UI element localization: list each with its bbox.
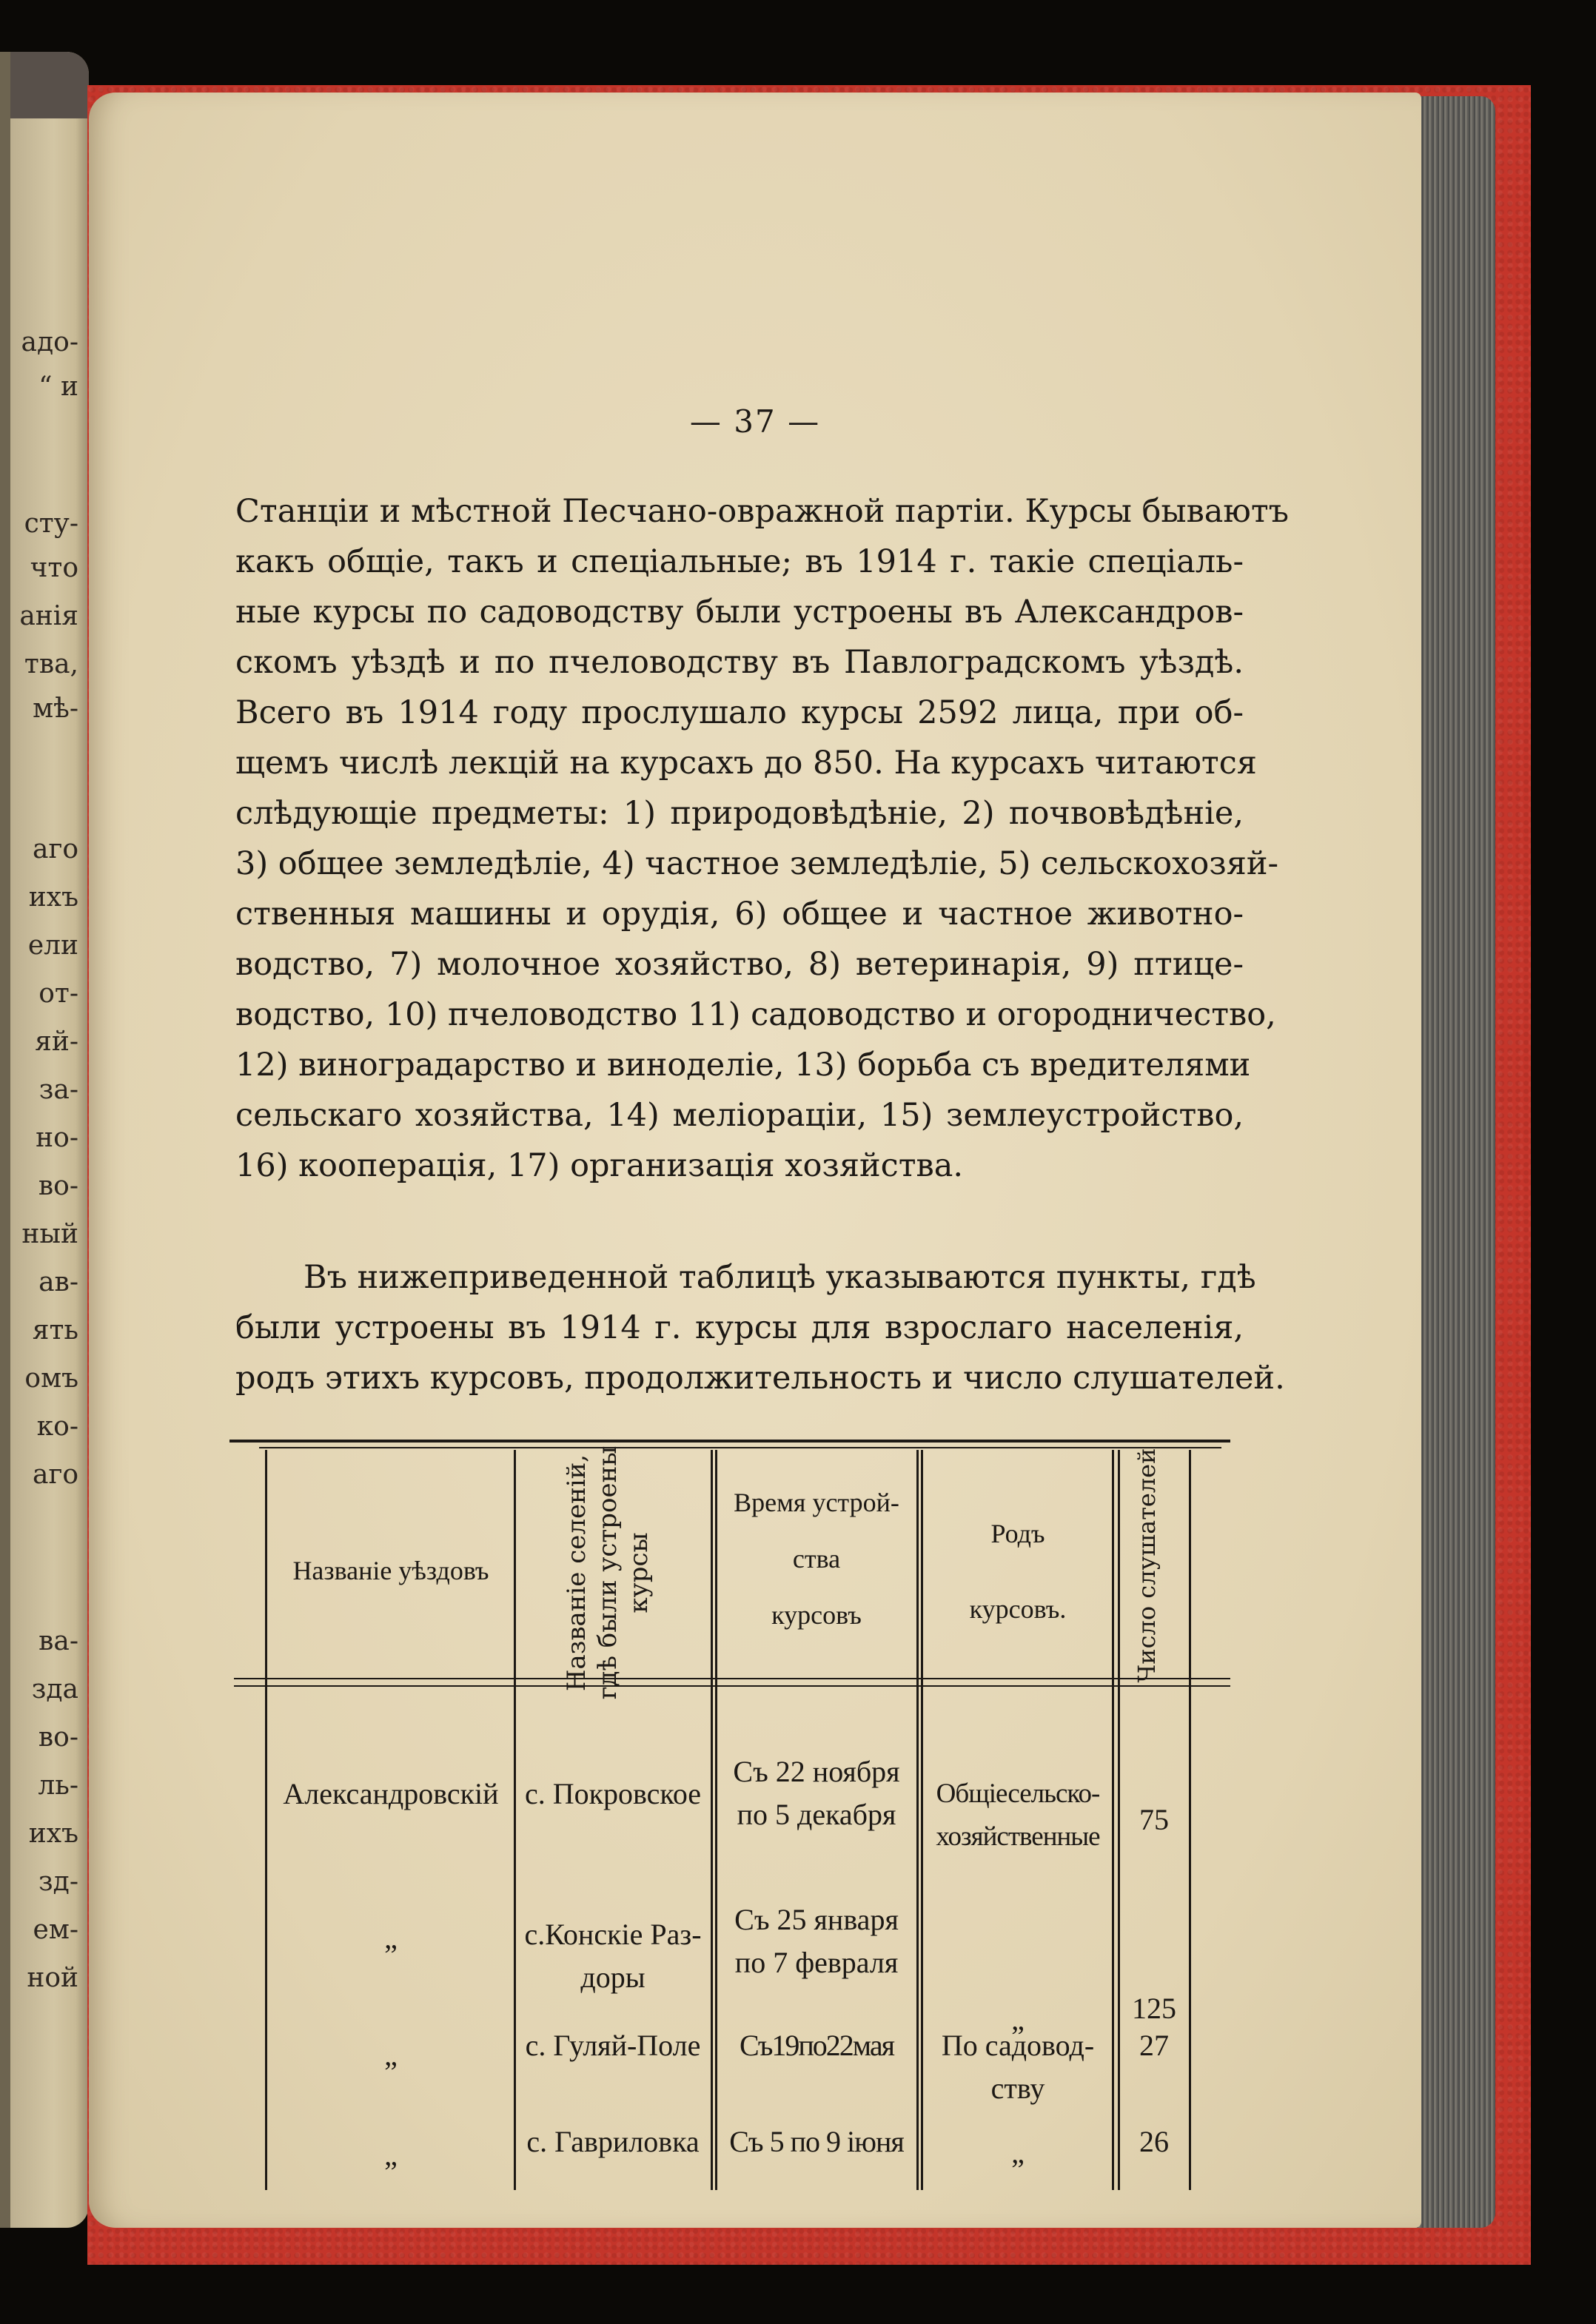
cell-count bbox=[1121, 2024, 1187, 2067]
cell-line: по 7 февраля bbox=[734, 1946, 899, 1979]
cell-line: с. Гуляй-Поле bbox=[525, 2029, 701, 2062]
cell-count bbox=[1121, 1799, 1187, 1841]
header-village-line: курсы bbox=[624, 1532, 654, 1613]
left-page-fragment: во- bbox=[38, 1722, 78, 1753]
text-line: Станціи и мѣстной Песчано-овражной партіи. Курсы бываютъ bbox=[235, 493, 1290, 530]
header-time-line: ства bbox=[792, 1544, 841, 1574]
left-page-leaf bbox=[0, 52, 89, 2228]
text-line: ственныя машины и орудія, 6) общее и частное животно- bbox=[235, 896, 1244, 933]
left-page-fragment: ной bbox=[27, 1963, 78, 1993]
left-page-fragment: омъ bbox=[24, 1363, 78, 1394]
left-page-fragment: за- bbox=[38, 1075, 78, 1105]
left-page-fragment: ели bbox=[27, 930, 78, 961]
cell-line: Съ19по22мая bbox=[740, 2029, 893, 2062]
cell-district bbox=[269, 1917, 512, 1960]
left-page-fragment: яй- bbox=[35, 1027, 78, 1057]
cell-line: Съ 25 января bbox=[734, 1903, 899, 1936]
cell-line: „ bbox=[384, 2038, 398, 2072]
header-rule bbox=[234, 1678, 1230, 1679]
paragraph-2 bbox=[235, 1252, 1285, 1403]
left-page-fragment: ихъ bbox=[28, 1818, 78, 1849]
cell-line: доры bbox=[580, 1961, 646, 1994]
cell-line: ству bbox=[990, 2072, 1045, 2105]
left-page-fragment: зд- bbox=[38, 1867, 78, 1897]
cell-kind bbox=[924, 1773, 1112, 1858]
left-page-fragment: аго bbox=[33, 1460, 78, 1490]
cell-line: Общіесельско- bbox=[936, 1779, 1100, 1809]
left-page-fragment: аго bbox=[33, 834, 78, 864]
cell-line: „ bbox=[384, 1921, 398, 1955]
header-kind-line: Родъ bbox=[990, 1519, 1045, 1548]
left-page-fragment: ва- bbox=[38, 1626, 78, 1656]
left-page-fragment: ем- bbox=[33, 1915, 78, 1945]
cell-line: „ bbox=[384, 2138, 398, 2172]
header-count: Число слушателей bbox=[1133, 1448, 1161, 1683]
left-page-fragment: ко- bbox=[36, 1411, 78, 1442]
text-line: сельскаго хозяйства, 14) меліораціи, 15) землеустройство, bbox=[235, 1097, 1244, 1134]
left-page-fragment: ный bbox=[21, 1219, 78, 1249]
left-page-fragment: от- bbox=[38, 978, 78, 1009]
cell-line: „ bbox=[1011, 2003, 1025, 2036]
text-line: ные курсы по садоводству были устроены въ Александров- bbox=[235, 594, 1244, 631]
cell-line: 27 bbox=[1139, 2029, 1169, 2062]
col-rule bbox=[921, 1450, 923, 2190]
cell-line: хозяйственные bbox=[936, 1821, 1100, 1852]
left-page-fragment: зда bbox=[31, 1674, 78, 1705]
left-page-fragment: мѣ- bbox=[33, 693, 78, 724]
left-page-fragment: ль- bbox=[38, 1770, 78, 1801]
binding-strip bbox=[0, 52, 10, 2228]
cell-village bbox=[517, 1773, 709, 1816]
header-kind bbox=[924, 1514, 1112, 1629]
left-page-fragment: во- bbox=[38, 1171, 78, 1201]
left-page-fragment: тва, bbox=[24, 649, 78, 679]
text-line: 16) кооперація, 17) организація хозяйства. bbox=[235, 1147, 964, 1184]
cell-line: с.Конскіе Раз- bbox=[524, 1918, 702, 1951]
cell-time bbox=[718, 1750, 915, 1836]
cell-line: Съ 5 по 9 іюня bbox=[729, 2125, 904, 2158]
left-page-fragment: анія bbox=[19, 601, 78, 631]
col-rule bbox=[715, 1450, 717, 2190]
header-rule-2 bbox=[234, 1685, 1230, 1687]
cell-village bbox=[517, 2120, 709, 2163]
cell-line: По садовод- bbox=[941, 2029, 1095, 2062]
cell-time bbox=[718, 2024, 915, 2067]
header-time-line: Время устрой- bbox=[734, 1488, 899, 1517]
cell-line: Съ 22 ноября bbox=[733, 1755, 900, 1788]
col-rule bbox=[1112, 1450, 1114, 2190]
col-rule bbox=[1189, 1450, 1191, 2190]
cell-time bbox=[718, 2120, 915, 2163]
text-line: родъ этихъ курсовъ, продолжительность и число слушателей. bbox=[235, 1360, 1285, 1397]
header-time bbox=[718, 1482, 915, 1635]
cell-count bbox=[1121, 2120, 1187, 2163]
col-rule bbox=[1118, 1450, 1120, 2190]
cell-kind bbox=[924, 2024, 1112, 2110]
left-page-fragment: но- bbox=[36, 1123, 78, 1153]
cell-line: 125 bbox=[1132, 1992, 1176, 2025]
text-line: 12) виноградарство и виноделіе, 13) борьба съ вредителями bbox=[235, 1047, 1251, 1084]
cell-time bbox=[718, 1898, 915, 1984]
left-page-fragment: ихъ bbox=[28, 882, 78, 913]
table-top-rule-inner bbox=[259, 1447, 1221, 1448]
col-rule bbox=[916, 1450, 919, 2190]
book-page bbox=[89, 93, 1421, 2228]
cell-line: с. Покровское bbox=[524, 1777, 702, 1810]
text-line: были устроены въ 1914 г. курсы для взрослаго населенія, bbox=[235, 1309, 1244, 1346]
cell-district bbox=[269, 1773, 512, 1816]
cell-district bbox=[269, 2134, 512, 2177]
header-village-line: Названіе селеній, bbox=[562, 1454, 591, 1692]
cell-line: с. Гавриловка bbox=[526, 2125, 700, 2158]
paragraph-1 bbox=[235, 486, 1290, 1191]
header-kind-line: курсовъ. bbox=[969, 1594, 1067, 1624]
page-number: — 37 — bbox=[689, 403, 821, 440]
col-rule bbox=[265, 1450, 267, 2190]
header-village bbox=[561, 1432, 665, 1713]
cell-line: по 5 декабря bbox=[737, 1798, 896, 1831]
cell-kind bbox=[924, 2132, 1112, 2174]
header-village-line: гдѣ были устроены bbox=[593, 1445, 623, 1700]
text-line: скомъ уѣздѣ и по пчеловодству въ Павлоградскомъ уѣздѣ. bbox=[235, 644, 1244, 681]
cell-line: 26 bbox=[1139, 2125, 1169, 2158]
text-line: водство, 7) молочное хозяйство, 8) ветеринарія, 9) птице- bbox=[235, 946, 1244, 983]
text-line: какъ общіе, такъ и спеціальные; въ 1914 г. такіе спеціаль- bbox=[235, 543, 1244, 580]
text-line: водство, 10) пчеловодство 11) садоводство и огородничество, bbox=[235, 996, 1276, 1033]
text-line: Въ нижеприведенной таблицѣ указываются пункты, гдѣ bbox=[304, 1259, 1256, 1296]
left-page-fragment: что bbox=[30, 553, 78, 583]
left-page-fragment: адо- bbox=[21, 327, 78, 357]
left-page-fragment: ять bbox=[32, 1315, 78, 1346]
binding-band bbox=[0, 52, 89, 118]
text-line: щемъ числѣ лекцій на курсахъ до 850. На курсахъ читаются bbox=[235, 745, 1257, 782]
text-line: слѣдующіе предметы: 1) природовѣдѣніе, 2) почвовѣдѣніе, bbox=[235, 795, 1244, 832]
cell-village bbox=[517, 2024, 709, 2067]
text-line: Всего въ 1914 году прослушало курсы 2592 лица, при об- bbox=[235, 694, 1244, 731]
col-rule bbox=[711, 1450, 713, 2190]
left-page-fragment: сту- bbox=[24, 508, 78, 539]
header-time-line: курсовъ bbox=[771, 1600, 862, 1630]
text-line: 3) общее земледѣліе, 4) частное земледѣліе, 5) сельскохозяй- bbox=[235, 845, 1279, 882]
left-page-fragment: ав- bbox=[38, 1267, 78, 1297]
cell-line: „ bbox=[1011, 2136, 1025, 2169]
cell-village bbox=[517, 1913, 709, 1999]
courses-table bbox=[229, 1440, 1230, 2180]
cell-line: Александровскій bbox=[283, 1777, 499, 1810]
header-district: Названіе уѣздовъ bbox=[292, 1556, 489, 1585]
cell-district bbox=[269, 2034, 512, 2077]
cell-line: 75 bbox=[1139, 1803, 1169, 1836]
col-rule bbox=[514, 1450, 516, 2190]
table-top-rule bbox=[229, 1440, 1230, 1443]
left-page-fragment: “ и bbox=[38, 372, 78, 402]
